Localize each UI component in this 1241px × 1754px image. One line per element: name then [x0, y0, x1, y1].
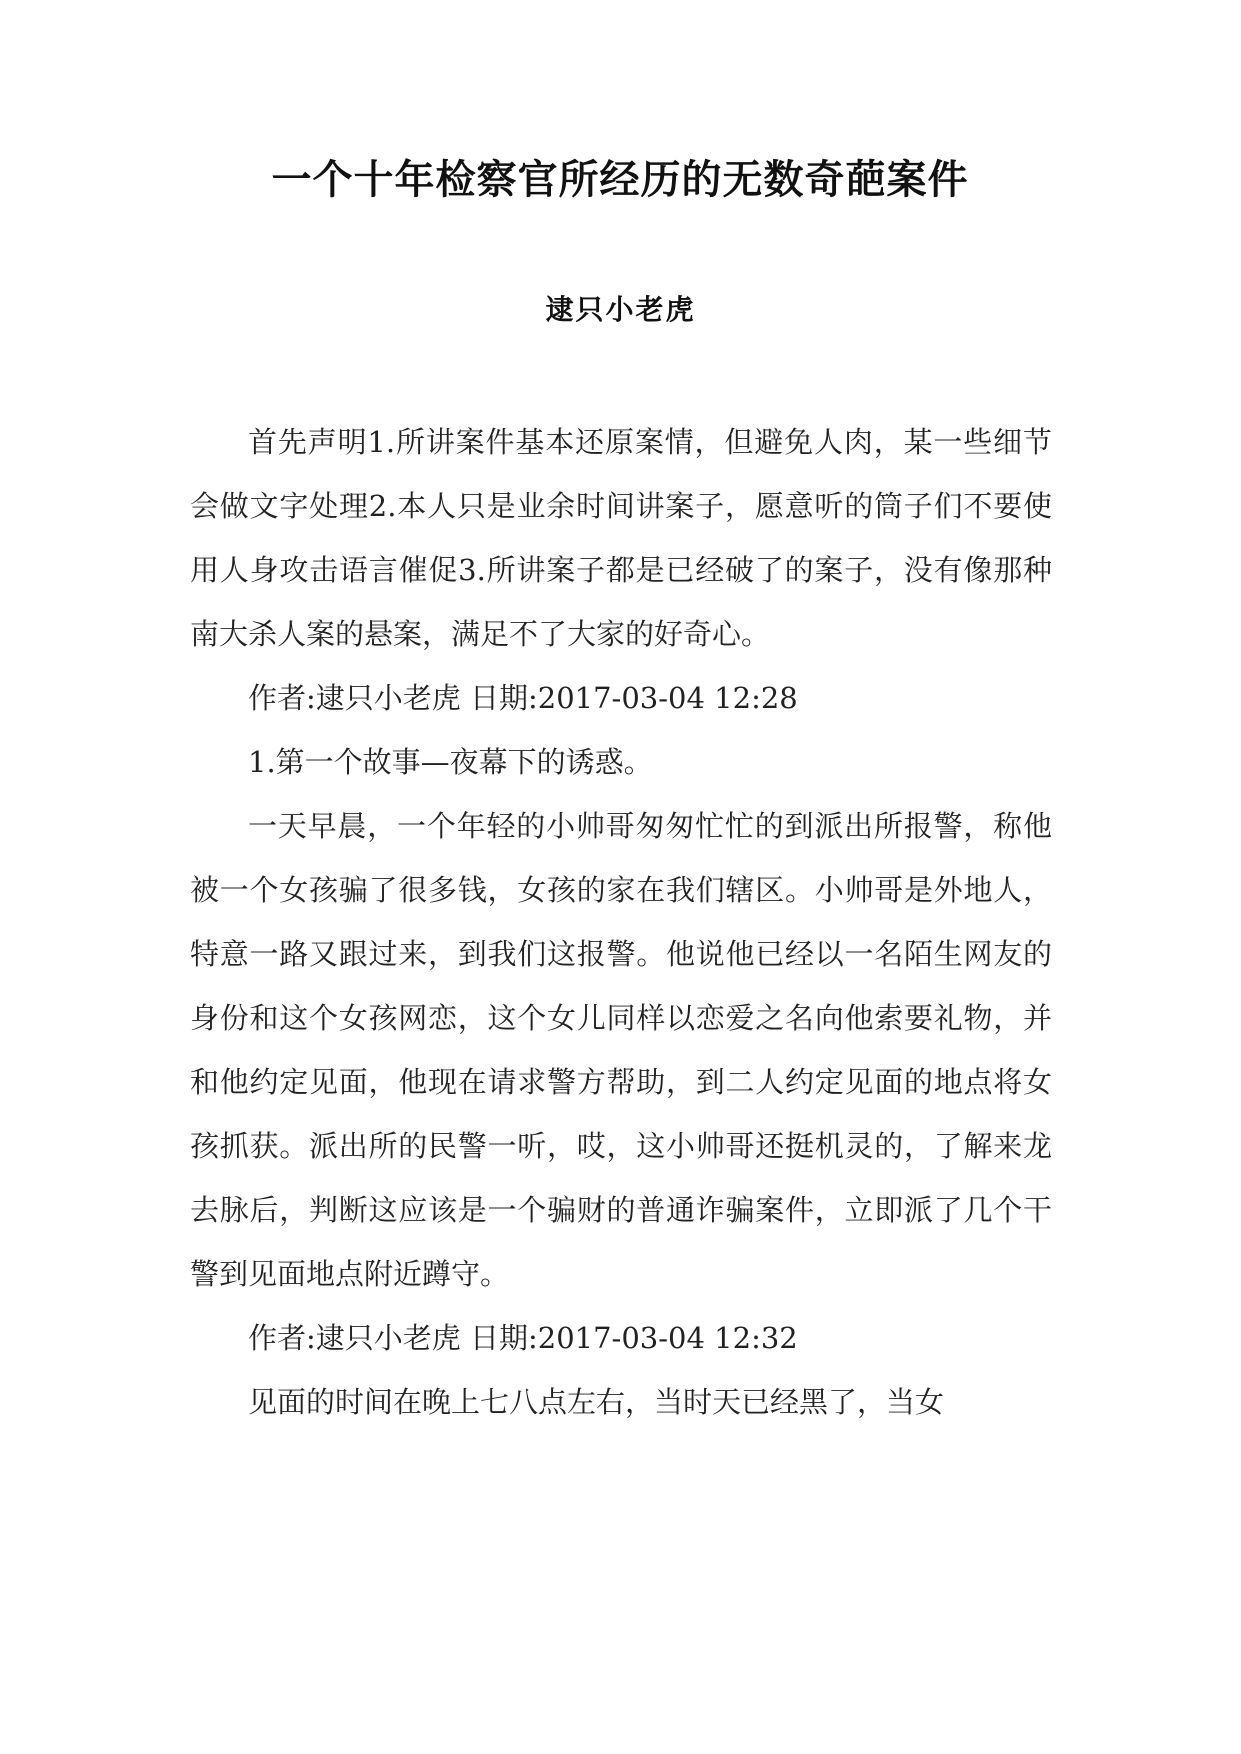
paragraph-disclaimer: 首先声明1.所讲案件基本还原案情，但避免人肉，某一些细节会做文字处理2.本人只是业余时间讲案子，愿意听的筒子们不要使用人身攻击语言催促3.所讲案子都是已经破了的案子，没有像那种南大杀人案的悬案，满足不了大家的好奇心。 — [190, 425, 1052, 651]
paragraph-story-body: 一天早晨，一个年轻的小帅哥匆匆忙忙的到派出所报警，称他被一个女孩骗了很多钱，女孩的家在我们辖区。小帅哥是外地人，特意一路又跟过来，到我们这报警。他说他已经以一名陌生网友的身份和这个女孩网恋，这个女儿同样以恋爱之名向他索要礼物，并和他约定见面，他现在请求警方帮助，到二人约定见面的地点将女孩抓获。派出所的民警一听，哎，这小帅哥还挺机灵的，了解来龙去脉后，判断这应该是一个骗财的普通诈骗案件，立即派了几个干警到见面地点附近蹲守。 — [190, 809, 1052, 1291]
paragraph-continuation: 见面的时间在晚上七八点左右，当时天已经黑了，当女 — [248, 1385, 945, 1419]
document-byline: 逮只小老虎 — [545, 293, 696, 326]
paragraph-post-meta-1: 作者:逮只小老虎 日期:2017-03-04 12:28 — [248, 681, 798, 715]
paragraph-story-heading: 1.第一个故事—夜幕下的诱惑。 — [248, 745, 653, 779]
document-body — [190, 410, 1052, 1434]
document-title: 一个十年检察官所经历的无数奇葩案件 — [271, 157, 969, 203]
paragraph-post-meta-2: 作者:逮只小老虎 日期:2017-03-04 12:32 — [248, 1321, 798, 1355]
